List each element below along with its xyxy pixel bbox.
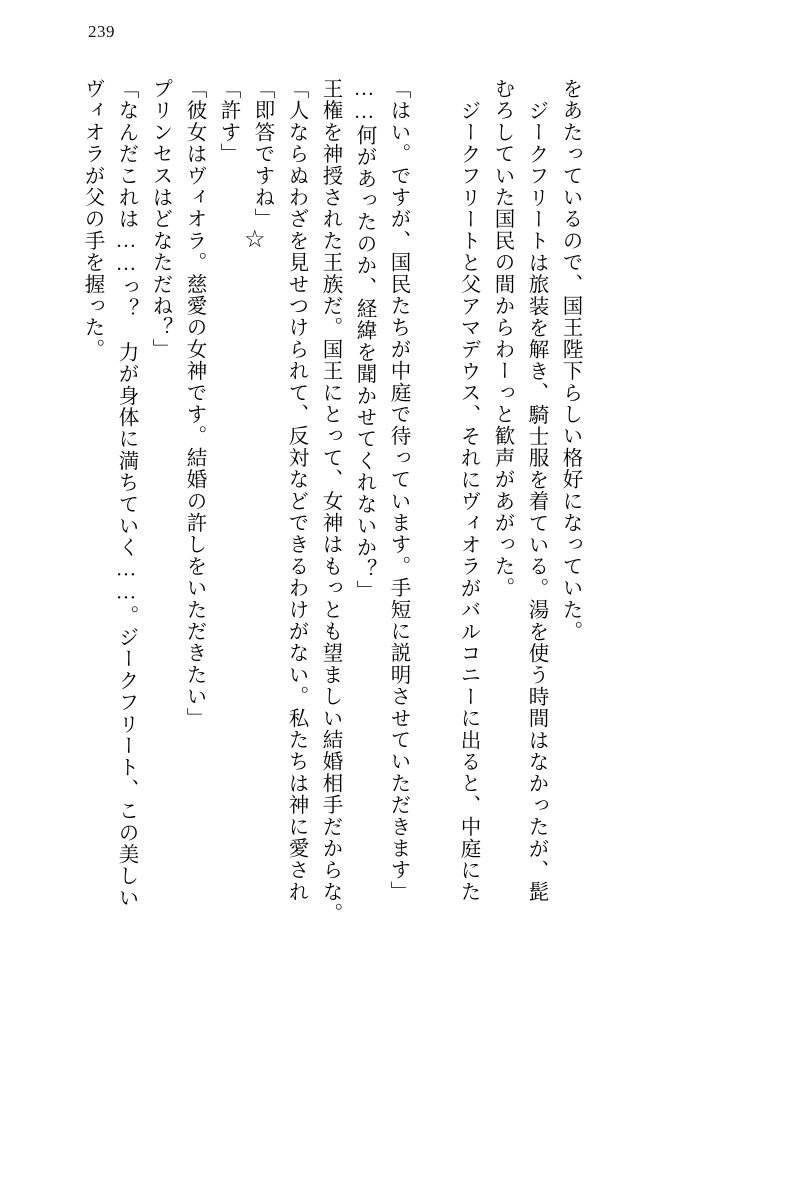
text-column: 「彼女はヴィオラ。慈愛の女神です。結婚の許しをいただきたい」 xyxy=(183,78,205,729)
text-column: 王権を神授された王族だ。国王にとって、女神はもっとも望ましい結婚相手だからな。 xyxy=(319,78,341,925)
vertical-text-body xyxy=(68,78,728,1138)
text-column: むろしていた国民の間からわーっと歓声があがった。 xyxy=(491,78,513,599)
page-number: 239 xyxy=(88,22,115,41)
text-column-blank xyxy=(408,78,426,1133)
text-column: 「人ならぬわざを見せつけられて、反対などできるわけがない。私たちは神に愛され xyxy=(285,78,307,903)
text-column: 「即答ですね」 xyxy=(251,78,273,230)
text-column: 「許す」 xyxy=(217,78,239,165)
text-column: ヴィオラが父の手を握った。 xyxy=(81,78,103,361)
text-column: ジークフリートは旅装を解き、騎士服を着ている。湯を使う時間はなかったが、髭 xyxy=(525,100,547,903)
text-column: 「なんだこれは……っ？ 力が身体に満ちていく……。ジークフリート、この美しい xyxy=(115,78,137,909)
text-column: ジークフリートと父アマデウス、それにヴィオラがバルコニーに出ると、中庭にた xyxy=(457,100,479,903)
text-column-blank xyxy=(426,78,444,1133)
text-column: ……何があったのか、経緯を聞かせてくれないか？」 xyxy=(353,78,375,602)
text-column: 「はい。ですが、国民たちが中庭で待っています。手短に説明させていただきます」 xyxy=(387,78,409,903)
text-column: をあたっているので、国王陛下らしい格好になっていた。 xyxy=(559,78,581,643)
scene-break-ornament: ☆ xyxy=(244,227,266,253)
text-column: プリンセスはどなただね？」 xyxy=(149,78,171,361)
